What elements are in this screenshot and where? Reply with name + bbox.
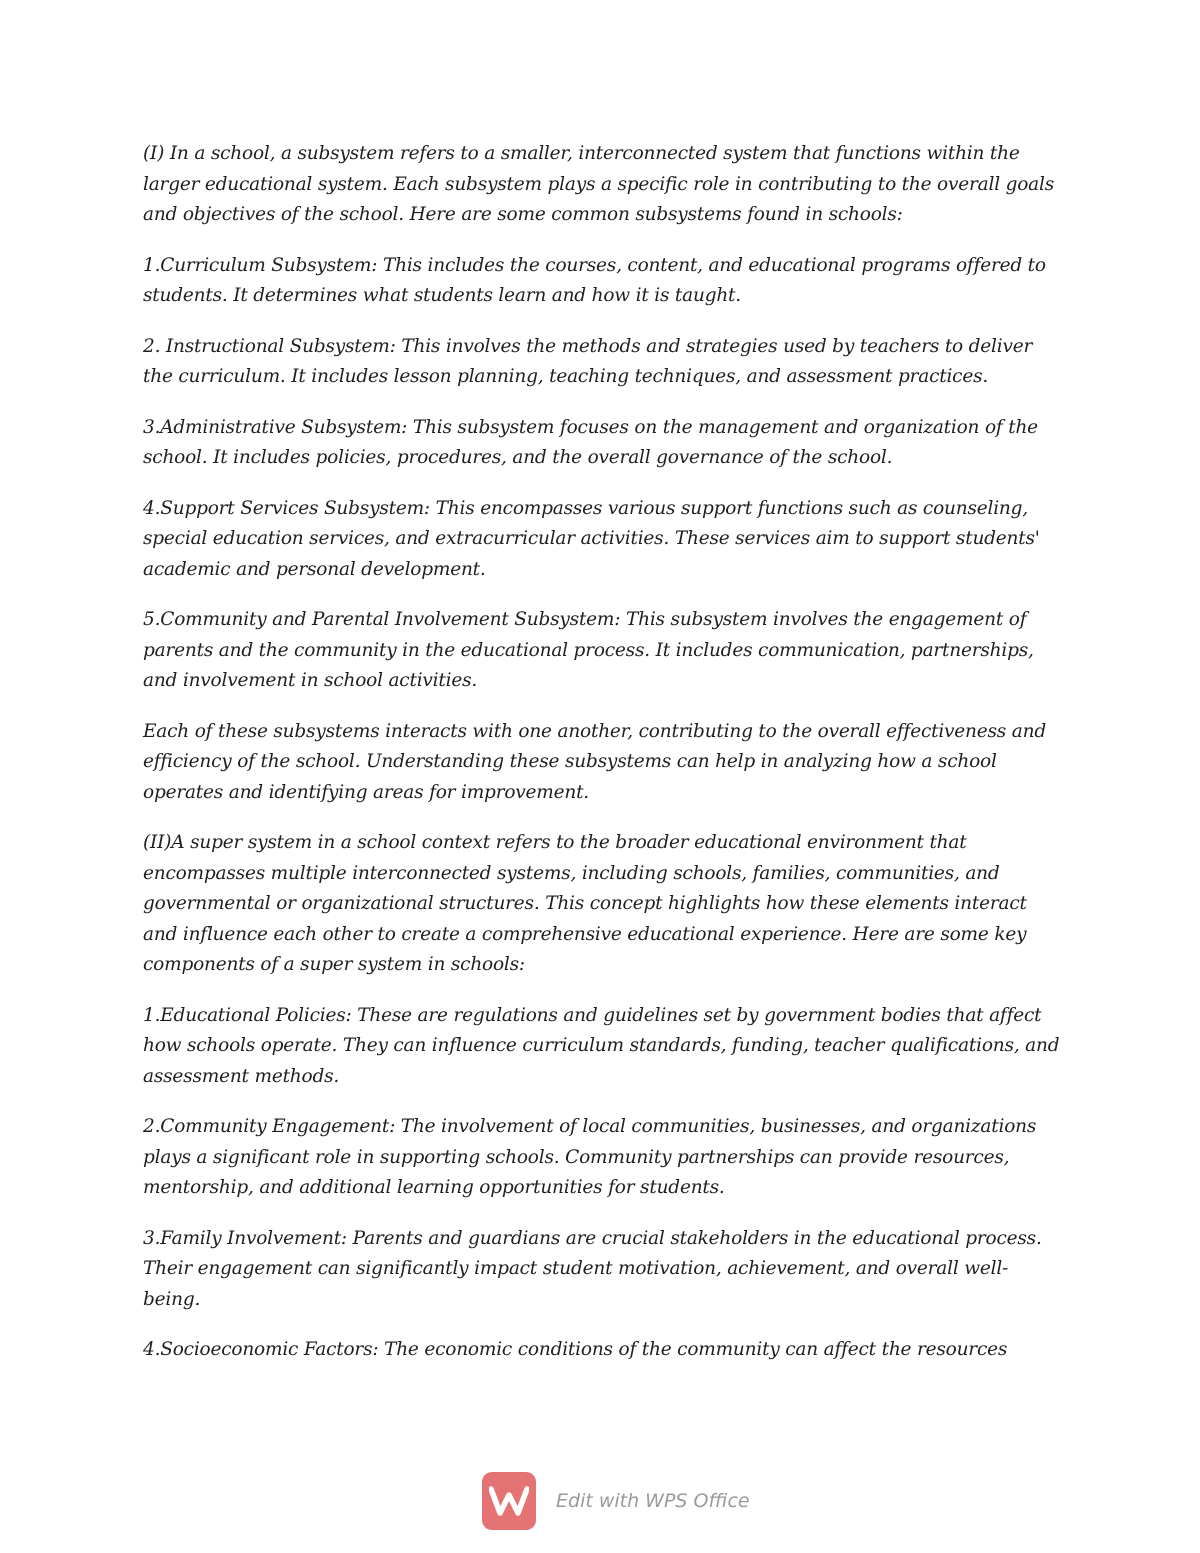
paragraph-socioeconomic-factors: 4.Socioeconomic Factors: The economic conditions of the community can affect the resources (143, 1339, 1008, 1360)
paragraph-community-engagement: 2.Community Engagement: The involvement of local communities, businesses, and organizations plays a significant role in supporting schools. Community partnerships can provide resources, mentorship, and additional learning opportunities for students. (143, 1116, 1037, 1198)
paragraph-family-involvement: 3.Family Involvement: Parents and guardians are crucial stakeholders in the educational process. Their engagement can significantly impact student motivation, achievement, and overall well-being. (143, 1227, 1042, 1310)
paragraph-super-system-intro: (II)A super system in a school context refers to the broader educational environment that encompasses multiple interconnected systems, including schools, families, communities, and governmental or organizational structures. This concept highlights how these elements interact and influence each other to create a comprehensive educational experience. Here are some key components of a super system in schools: (143, 832, 1027, 975)
document-body (143, 139, 1063, 1386)
paragraph-support-services-subsystem: 4.Support Services Subsystem: This encompasses various support functions such as counseling, special education services, and extracurricular activities. These services aim to support students' academic and personal development. (143, 497, 1040, 580)
wps-office-logo-icon[interactable] (482, 1472, 536, 1530)
paragraph-subsystem-intro: (I) In a school, a subsystem refers to a smaller, interconnected system that functions within the larger educational system. Each subsystem plays a specific role in contributing to the overall goals and objectives of the school. Here are some common subsystems found in schools: (143, 143, 1055, 225)
paragraph-educational-policies: 1.Educational Policies: These are regulations and guidelines set by government bodies that affect how schools operate. They can influence curriculum standards, funding, teacher qualifications, and assessment methods. (143, 1004, 1060, 1087)
paragraph-community-parental-subsystem: 5.Community and Parental Involvement Subsystem: This subsystem involves the engagement of parents and the community in the educational process. It includes communication, partnerships, and involvement in school activities. (143, 609, 1034, 691)
w-letter-icon (489, 1485, 529, 1517)
paragraph-subsystems-summary: Each of these subsystems interacts with one another, contributing to the overall effectiveness and efficiency of the school. Understanding these subsystems can help in analyzing how a school operates and identifying areas for improvement. (143, 720, 1046, 803)
edit-with-wps-link[interactable]: Edit with WPS Office (556, 1490, 750, 1512)
paragraph-instructional-subsystem: 2. Instructional Subsystem: This involves the methods and strategies used by teachers to deliver the curriculum. It includes lesson planning, teaching techniques, and assessment practices. (143, 335, 1033, 387)
wps-edit-footer[interactable] (482, 1472, 750, 1530)
paragraph-curriculum-subsystem: 1.Curriculum Subsystem: This includes the courses, content, and educational programs offered to students. It determines what students learn and how it is taught. (143, 254, 1046, 306)
paragraph-administrative-subsystem: 3.Administrative Subsystem: This subsystem focuses on the management and organization of the school. It includes policies, procedures, and the overall governance of the school. (143, 416, 1038, 468)
